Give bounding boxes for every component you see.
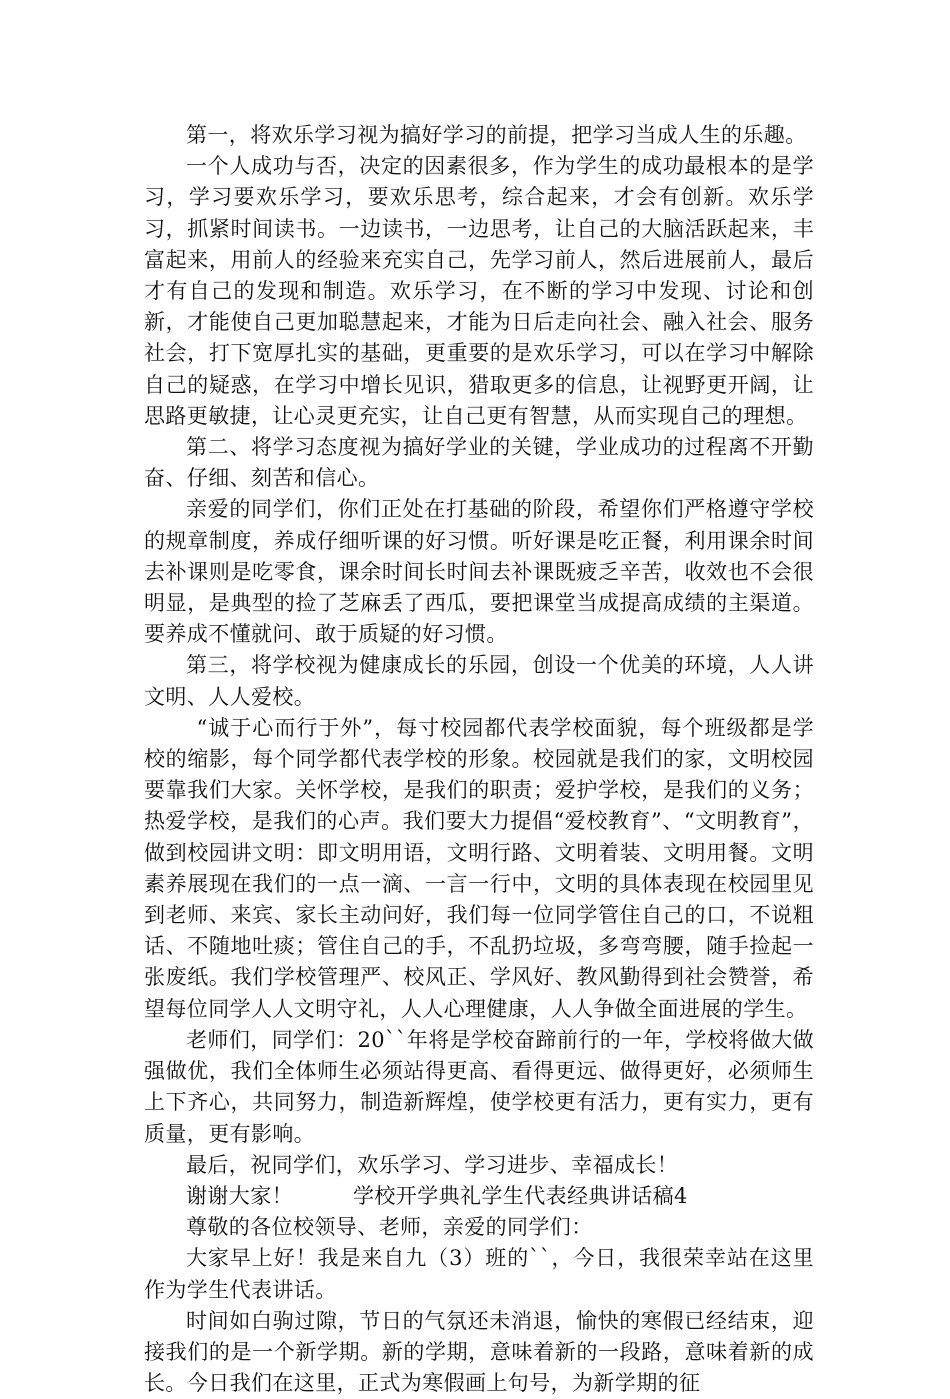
- paragraph: 一个人成功与否，决定的因素很多，作为学生的成功最根本的是学习，学习要欢乐学习，要欢乐思考，综合起来，才会有创新。欢乐学习，抓紧时间读书。一边读书，一边思考，让自己的大脑活跃起来，丰富起来，用前人的经验来充实自己，先学习前人，然后进展前人，最后才有自己的发现和制造。欢乐学习，在不断的学习中发现、讨论和创新，才能使自己更加聪慧起来，才能为日后走向社会、融入社会、服务社会，打下宽厚扎实的基础，更重要的是欢乐学习，可以在学习中解除自己的疑惑，在学习中增长见识，猎取更多的信息，让视野更开阔，让思路更敏捷，让心灵更充实，让自己更有智慧，从而实现自己的理想。: [144, 154, 814, 428]
- paragraph: 大家早上好！我是来自九（3）班的``，今日，我很荣幸站在这里作为学生代表讲话。: [144, 1246, 814, 1302]
- paragraph: “诚于心而行于外”，每寸校园都代表学校面貌，每个班级都是学校的缩影，每个同学都代表学校的形象。校园就是我们的家，文明校园要靠我们大家。关怀学校，是我们的职责；爱护学校，是我们的义务；热爱学校，是我们的心声。我们要大力提倡“爱校教育”、“文明教育”，做到校园讲文明：即文明用语，文明行路、文明着装、文明用餐。文明素养展现在我们的一点一滴、一言一行中，文明的具体表现在校园里见到老师、来宾、家长主动问好，我们每一位同学管住自己的口，不说粗话、不随地吐痰；管住自己的手，不乱扔垃圾，多弯弯腰，随手捡起一张废纸。我们学校管理严、校风正、学风好、教风勤得到社会赞誉，希望每位同学人人文明守礼，人人心理健康，人人争做全面进展的学生。: [144, 715, 814, 1021]
- paragraph: 第二、将学习态度视为搞好学业的关键，学业成功的过程离不开勤奋、仔细、刻苦和信心。: [144, 435, 814, 491]
- document-body: [144, 120, 814, 1399]
- paragraph: 第一，将欢乐学习视为搞好学习的前提，把学习当成人生的乐趣。: [186, 123, 807, 147]
- thanks-text: 谢谢大家！: [186, 1183, 293, 1208]
- paragraph: 最后，祝同学们，欢乐学习、学习进步、幸福成长！: [186, 1152, 679, 1177]
- paragraph: 尊敬的各位校领导、老师，亲爱的同学们：: [186, 1215, 593, 1240]
- paragraph: 老师们，同学们：20``年将是学校奋蹄前行的一年，学校将做大做强做优，我们全体师生必须站得更高、看得更远、做得更好，必须师生上下齐心，共同努力，制造新辉煌，使学校更有活力，更有实力，更有质量，更有影响。: [144, 1027, 814, 1146]
- speech-title: 学校开学典礼学生代表经典讲话稿4: [353, 1183, 688, 1208]
- paragraph: 第三，将学校视为健康成长的乐园，创设一个优美的环境，人人讲文明、人人爱校。: [144, 653, 814, 709]
- paragraph: 时间如白驹过隙，节日的气氛还未消退，愉快的寒假已经结束，迎接我们的是一个新学期。新的学期，意味着新的一段路，意味着新的成长。今日我们在这里，正式为寒假画上句号，为新学期的征: [144, 1308, 814, 1396]
- paragraph: 亲爱的同学们，你们正处在打基础的阶段，希望你们严格遵守学校的规章制度，养成仔细听课的好习惯。听好课是吃正餐，利用课余时间去补课则是吃零食，课余时间长时间去补课既疲乏辛苦，收效也不会很明显，是典型的捡了芝麻丢了西瓜，要把课堂当成提高成绩的主渠道。要养成不懂就问、敢于质疑的好习惯。: [144, 497, 814, 647]
- thanks-line: [144, 1181, 814, 1212]
